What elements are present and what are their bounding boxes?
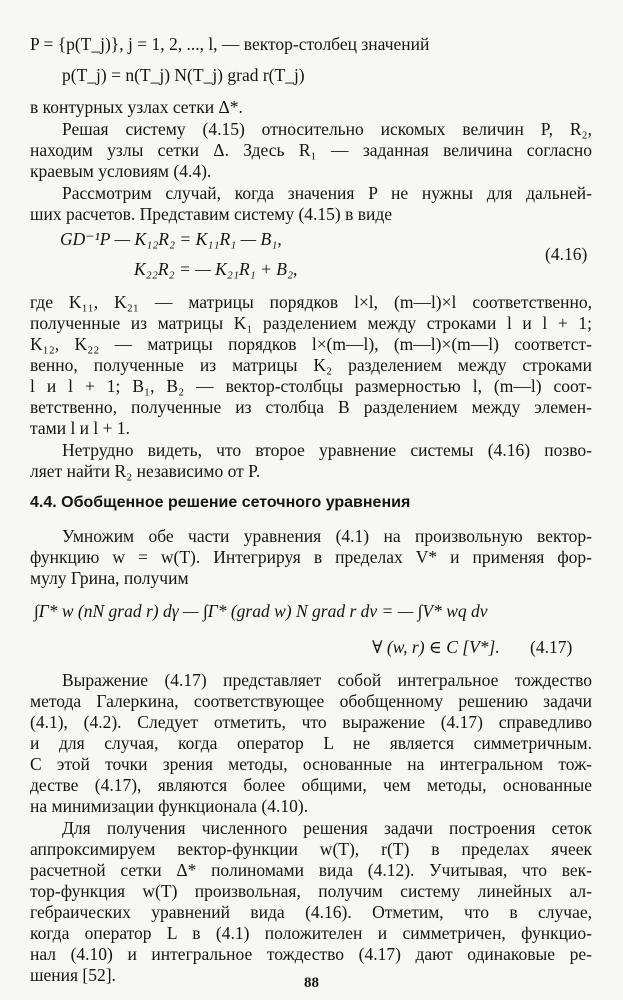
paragraph-line: тами l и l + 1. [30,418,131,438]
paragraph-line: аппроксимируем вектор-функции w(T), r(T) в пределах ячеек [30,839,592,859]
equation-number-4-16: (4.16) [545,244,588,264]
paragraph-line: шения [52]. [30,965,116,985]
equation-4-17-line-2: ∀ (w, r) ∈ C [V*]. [372,637,500,657]
paragraph-line: тор-функция w(T) произвольная, получим систему линейных ал- [30,881,592,901]
paragraph-line: нал (4.10) и интегральное тождество (4.17) дают одинаковые ре- [30,944,592,964]
paragraph-line: l и l + 1; B₁, B₂ — вектор-столбцы размерностью l, (m—l) соот- [30,376,592,396]
equation-4-16-line-2: K₂₂R₂ = — K₂₁R₁ + B₂, [134,259,298,279]
paragraph-line: Умножим обе части уравнения (4.1) на произвольную вектор- [62,526,592,546]
paragraph-line: ших расчетов. Представим систему (4.15) в виде [30,204,393,224]
paragraph-line: Нетрудно видеть, что второе уравнение системы (4.16) позво- [62,440,592,460]
section-heading: 4.4. Обобщенное решение сеточного уравнения [30,494,411,511]
paragraph-line: Рассмотрим случай, когда значения P не нужны для дальней- [62,183,592,203]
paragraph-line: где K₁₁, K₂₁ — матрицы порядков l×l, (m—l)×l соответственно, [30,292,592,312]
paragraph-line: С этой точки зрения методы, основанные на интегральном тож- [30,754,592,774]
paragraph-line: ветственно, полученные из столбца B разделением между элемен- [30,397,592,417]
vector-component-formula: p(T_j) = n(T_j) N(T_j) grad r(T_j) [62,65,305,85]
paragraph-line: дестве (4.17), являются более общими, чем методы, основанные [30,775,592,795]
paragraph-line: метода Галеркина, соответствующее обобщенному решению задачи [30,691,592,711]
vector-definition-line: P = {p(T_j)}, j = 1, 2, ..., l, — вектор-столбец значений [30,34,430,54]
paragraph-line: ляет найти R₂ независимо от P. [30,461,261,481]
paragraph-line: и для случая, когда оператор L не является симметричным. [30,733,592,753]
paragraph-line: (4.1), (4.2). Следует отметить, что выражение (4.17) справедливо [30,712,592,732]
page-number: 88 [304,975,319,991]
paragraph-line: гебраических уравнений вида (4.16). Отметим, что в случае, [30,902,592,922]
paragraph-line: функцию w = w(T). Интегрируя в пределах V* и применяя фор- [30,547,592,567]
equation-4-17-line-1: ∫Γ* w (nN grad r) dγ — ∫Γ* (grad w) N grad r dv = — ∫V* wq dv [34,601,488,621]
paragraph-line: Решая систему (4.15) относительно искомых величин P, R₂, [62,119,592,139]
paragraph-line: K₁₂, K₂₂ — матрицы порядков l×(m—l), (m—l)×(m—l) соответст- [30,334,592,354]
paragraph-line: венно, полученные из матрицы K₂ разделением между строками [30,355,592,375]
paragraph-line: полученные из матрицы K₁ разделением между строками l и l + 1; [30,313,592,333]
paragraph-line: расчетной сетки Δ* полиномами вида (4.12). Учитывая, что век- [30,860,592,880]
paragraph-line: Выражение (4.17) представляет собой интегральное тождество [62,670,592,690]
equation-4-16-line-1: GD⁻¹P — K₁₂R₂ = K₁₁R₁ — B₁, [60,229,282,249]
paragraph-line: находим узлы сетки Δ. Здесь R₁ — заданная величина согласно [30,140,592,160]
paragraph-line: когда оператор L в (4.1) положителен и симметричен, функцио- [30,923,592,943]
contour-nodes-line: в контурных узлах сетки Δ*. [30,97,243,117]
paragraph-line: краевым условиям (4.4). [30,161,212,181]
paragraph-line: Для получения численного решения задачи построения сеток [62,818,592,838]
paragraph-line: на минимизации функционала (4.10). [30,796,309,816]
paragraph-line: мулу Грина, получим [30,568,189,588]
equation-number-4-17: (4.17) [530,637,573,657]
